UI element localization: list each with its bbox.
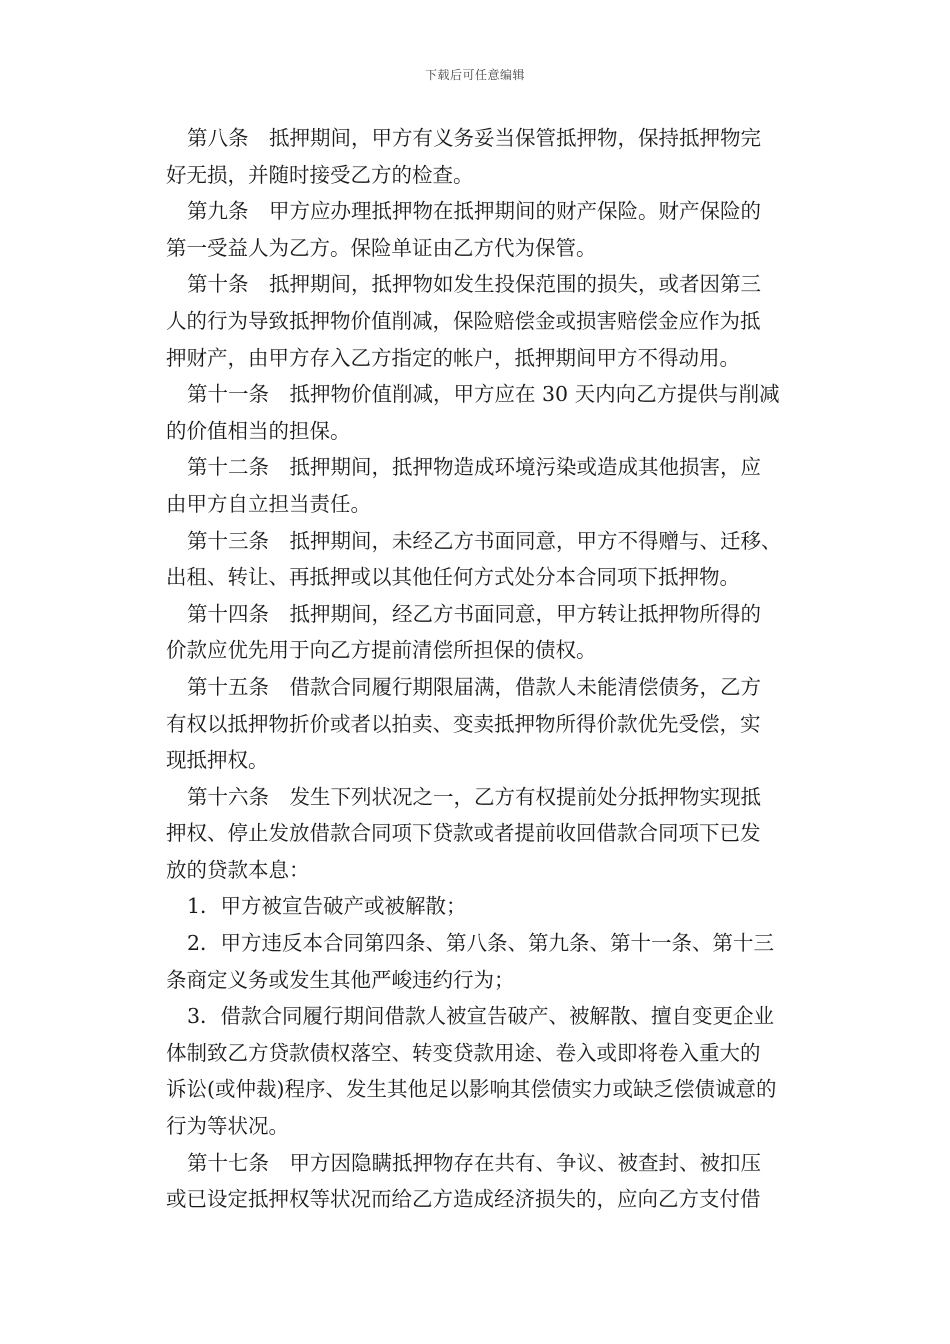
text-line: 1．甲方被宣告破产或被解散； bbox=[187, 894, 467, 919]
article-10 bbox=[145, 266, 810, 376]
text-line: 人的行为导致抵押物价值削减，保险赔偿金或损害赔偿金应作为抵 bbox=[166, 308, 761, 333]
text-line: 出租、转让、再抵押或以其他任何方式处分本合同项下抵押物。 bbox=[166, 565, 740, 590]
list-item-1 bbox=[145, 888, 810, 925]
text-line: 条商定义务或发生其他严峻违约行为； bbox=[166, 967, 515, 992]
article-8 bbox=[145, 120, 810, 193]
page-header: 下载后可任意编辑 bbox=[424, 68, 525, 82]
text-line: 第十二条 抵押期间，抵押物造成环境污染或造成其他损害，应 bbox=[187, 455, 761, 480]
article-13 bbox=[145, 523, 810, 596]
text-line: 2．甲方违反本合同第四条、第八条、第九条、第十一条、第十三 bbox=[187, 931, 775, 956]
text-line: 诉讼(或仲裁)程序、发生其他足以影响其偿债实力或缺乏偿债诚意的 bbox=[166, 1077, 777, 1102]
text-line: 押权、停止发放借款合同项下贷款或者提前收回借款合同项下已发 bbox=[166, 821, 761, 846]
text-line: 第九条 甲方应办理抵押物在抵押期间的财产保险。财产保险的 bbox=[187, 199, 761, 224]
article-9 bbox=[145, 193, 810, 266]
article-12 bbox=[145, 449, 810, 522]
text-line: 第十六条 发生下列状况之一，乙方有权提前处分抵押物实现抵 bbox=[187, 784, 761, 809]
text-line: 第十三条 抵押期间，未经乙方书面同意，甲方不得赠与、迁移、 bbox=[187, 528, 782, 553]
text-line: 行为等状况。 bbox=[166, 1114, 289, 1139]
text-line: 或已设定抵押权等状况而给乙方造成经济损失的，应向乙方支付借 bbox=[166, 1187, 761, 1212]
text-line: 好无损，并随时接受乙方的检查。 bbox=[166, 162, 474, 187]
text-line: 第十条 抵押期间，抵押物如发生投保范围的损失，或者因第三 bbox=[187, 272, 761, 297]
article-15 bbox=[145, 669, 810, 779]
text-line: 价款应优先用于向乙方提前清偿所担保的债权。 bbox=[166, 638, 597, 663]
document-body bbox=[145, 120, 810, 1218]
list-item-3 bbox=[145, 998, 810, 1144]
text-line: 由甲方自立担当责任。 bbox=[166, 491, 371, 516]
article-11 bbox=[145, 376, 810, 449]
article-16 bbox=[145, 779, 810, 889]
text-line: 现抵押权。 bbox=[166, 748, 269, 773]
text-line: 第十四条 抵押期间，经乙方书面同意，甲方转让抵押物所得的 bbox=[187, 601, 761, 626]
text-line: 的价值相当的担保。 bbox=[166, 418, 351, 443]
text-line: 体制致乙方贷款债权落空、转变贷款用途、卷入或即将卷入重大的 bbox=[166, 1040, 761, 1065]
list-item-2 bbox=[145, 925, 810, 998]
text-line: 第八条 抵押期间，甲方有义务妥当保管抵押物，保持抵押物完 bbox=[187, 126, 761, 150]
article-14 bbox=[145, 596, 810, 669]
text-line: 3．借款合同履行期间借款人被宣告破产、被解散、擅自变更企业 bbox=[187, 1004, 775, 1029]
article-17 bbox=[145, 1145, 810, 1218]
text-line: 放的贷款本息： bbox=[166, 857, 310, 882]
text-line: 有权以抵押物折价或者以拍卖、变卖抵押物所得价款优先受偿，实 bbox=[166, 711, 761, 736]
text-line: 第十七条 甲方因隐瞒抵押物存在共有、争议、被查封、被扣压 bbox=[187, 1150, 761, 1175]
text-line: 押财产，由甲方存入乙方指定的帐户，抵押期间甲方不得动用。 bbox=[166, 345, 740, 370]
text-line: 第一受益人为乙方。保险单证由乙方代为保管。 bbox=[166, 235, 597, 260]
text-line: 第十一条 抵押物价值削减，甲方应在 30 天内向乙方提供与削减 bbox=[187, 382, 780, 407]
text-line: 第十五条 借款合同履行期限届满，借款人未能清偿债务，乙方 bbox=[187, 674, 761, 699]
